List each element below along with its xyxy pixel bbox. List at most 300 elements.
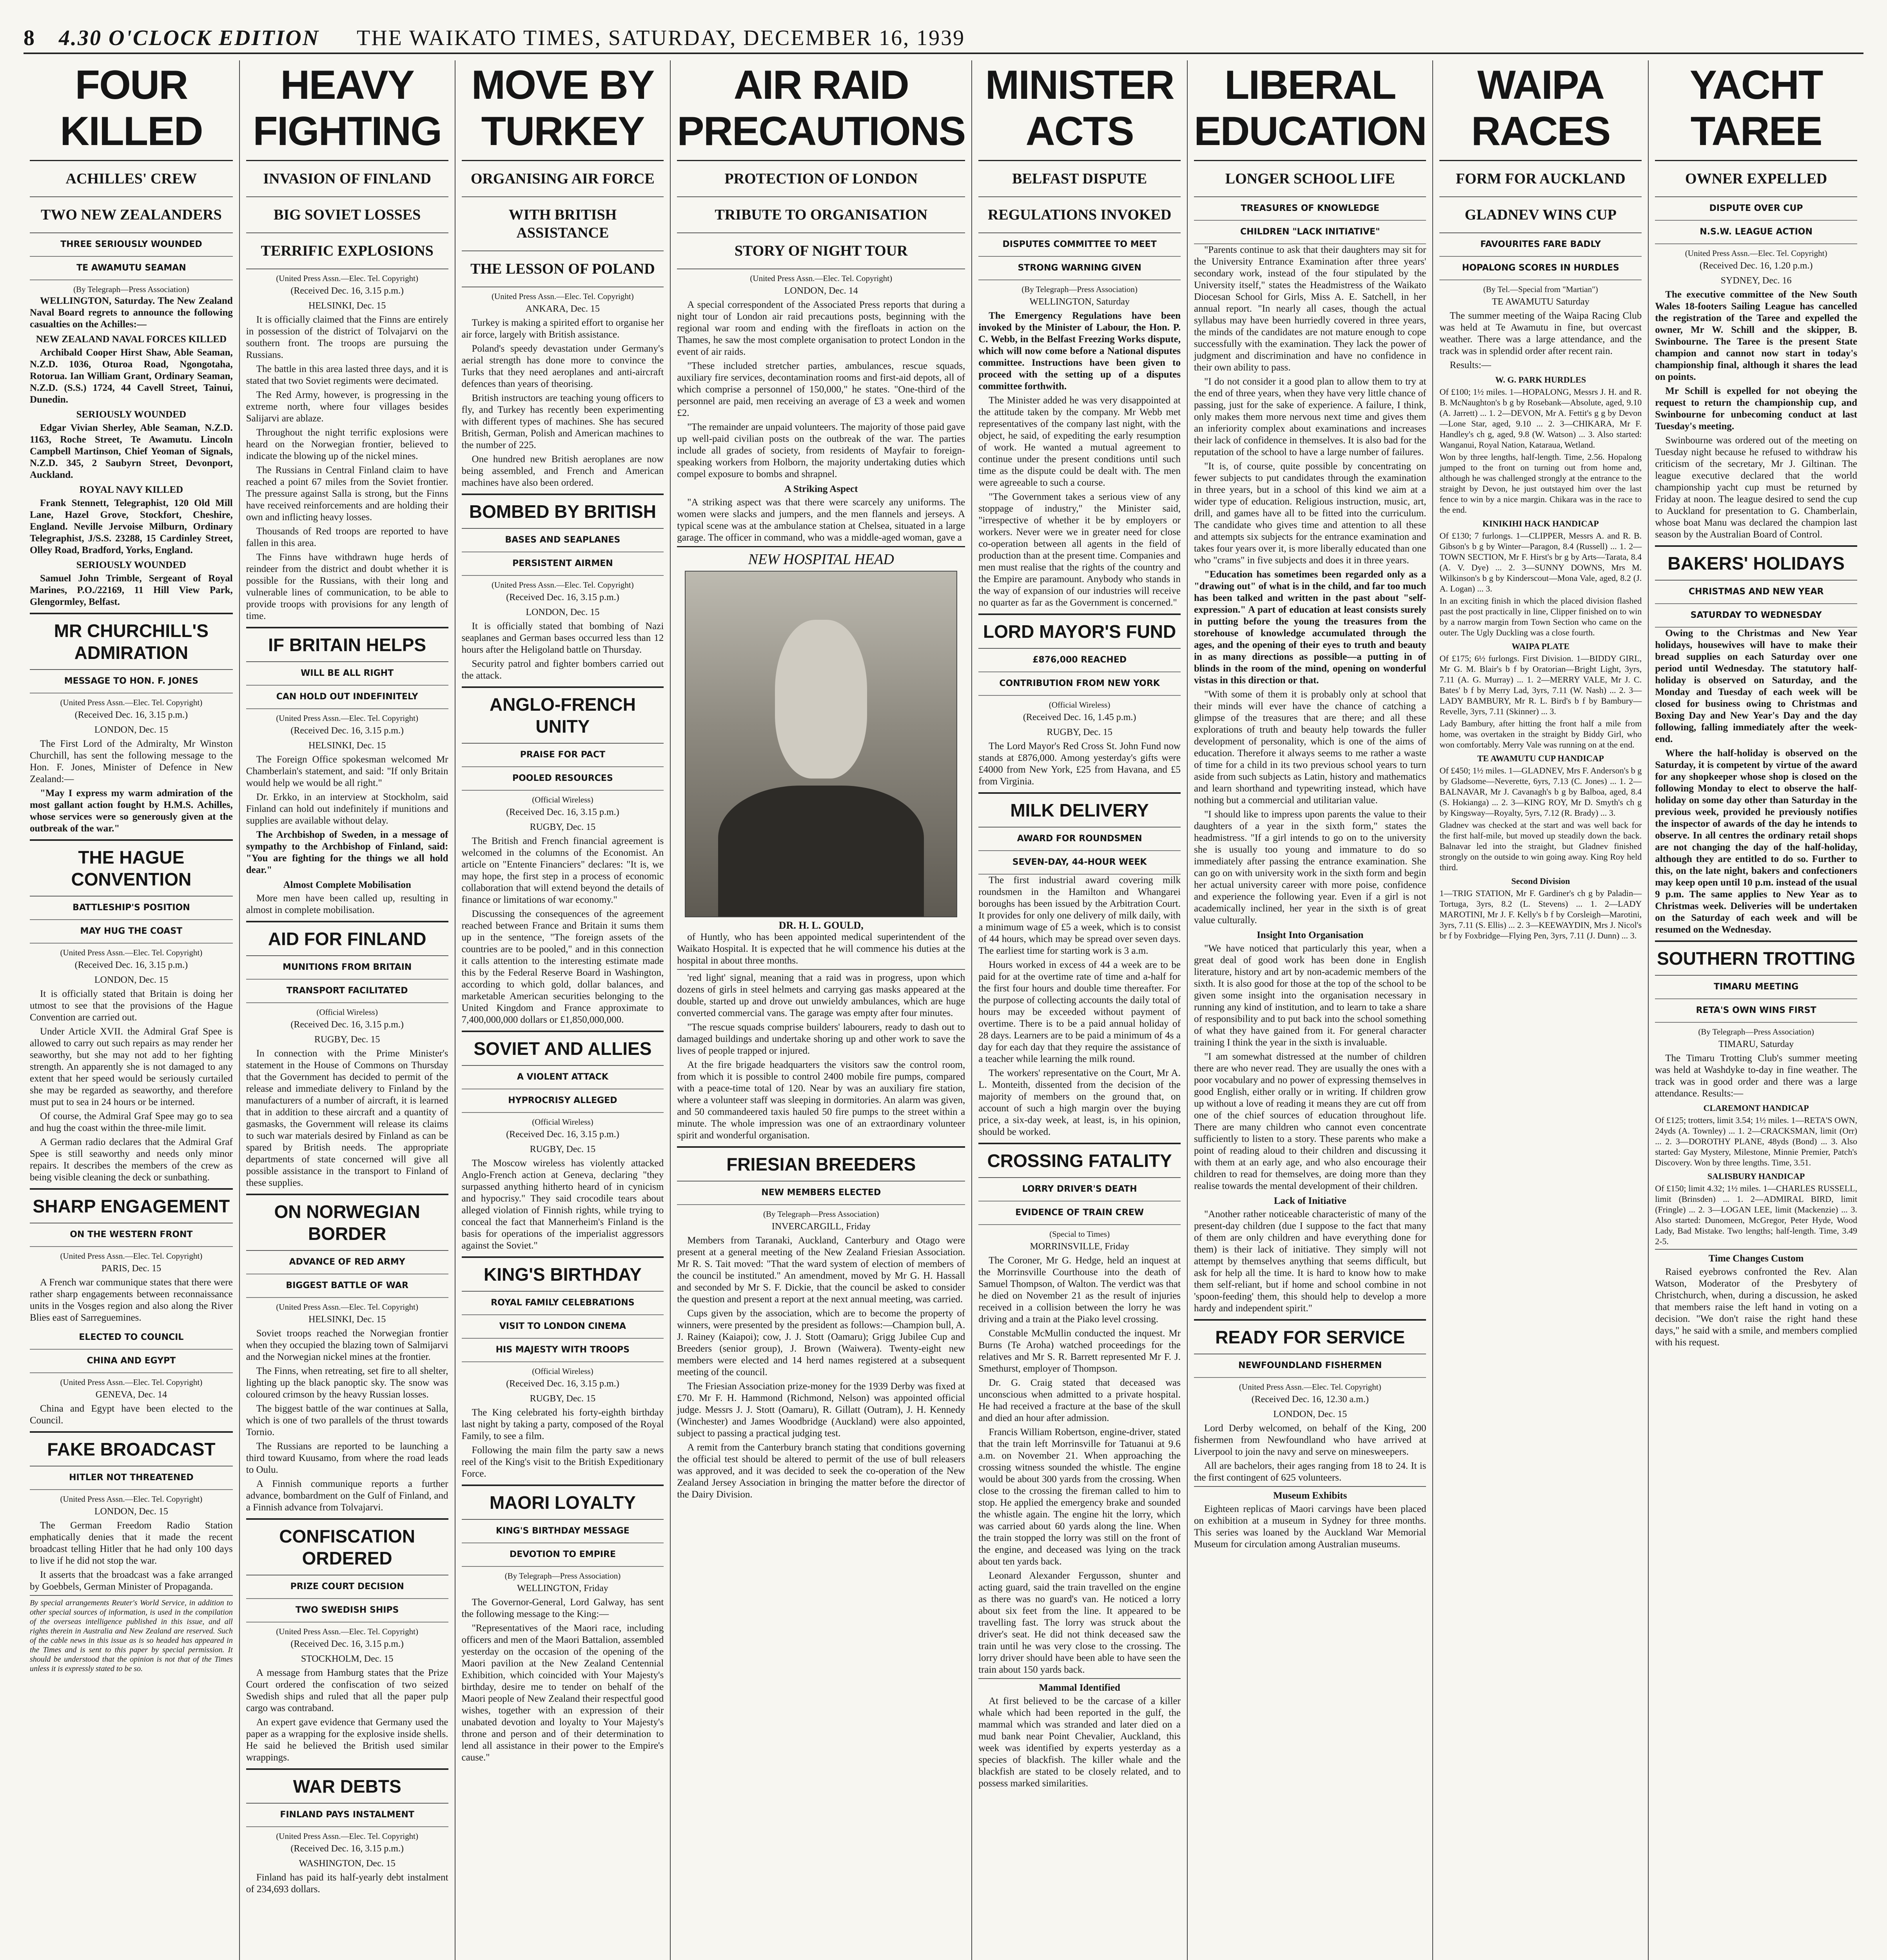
paragraph: Edgar Vivian Sherley, Able Seaman, N.Z.D. 1163, Roche Street, Te Awamutu. Lincoln Campbell Martinson, Chief Yeoman of Signals, N.Z.D. 345, 2 Saubyrn Street, Devonport, Auckland.: [30, 423, 233, 480]
received-line: (Received Dec. 16, 3.15 p.m.): [506, 1379, 619, 1389]
paragraph: Francis William Robertson, engine-driver, stated that the train left Morrinsville for Tatuanui at 9.6 a.m. on November 21. When approaching the crossing witness sounded the whistle. The engine would be about 300 yards from the crossing. When close to the crossing the fireman called to him to stop. He applied the emergency brake and sounded the whistle again. The engine hit the lorry, which was carried about 60 yards along the line. When the train stopped the lorry was still on the front of the engine, and deceased was lying on the track about ten yards back.: [978, 1427, 1181, 1567]
received-line: (Received Dec. 16, 1.20 p.m.): [1699, 261, 1813, 271]
paragraph: Dr. G. Craig stated that deceased was unconscious when admitted to a private hospital. He had received a fracture at the base of the skull and died an hour after admission.: [978, 1377, 1181, 1423]
subheading: TWO SWEDISH SHIPS: [246, 1599, 448, 1622]
section-heading: ANGLO-FRENCH UNITY: [462, 686, 664, 744]
section-heading: BAKERS' HOLIDAYS: [1655, 545, 1857, 581]
paragraph: A remit from the Canterbury branch stating that conditions governing the official test should be altered to permit of the use of bull releasers was approved, and it was decided to seek the co-operation of the New Zealand Jersey Association in bringing the matter before the director of the Dairy Division.: [677, 1442, 965, 1500]
credit-line: (By Tel.—Special from "Martian"): [1483, 285, 1598, 294]
subheading: MUNITIONS FROM BRITAIN: [246, 956, 448, 980]
dateline: RUGBY, Dec. 15: [314, 1034, 380, 1045]
photo-caption: NEW HOSPITAL HEAD: [677, 546, 965, 568]
dateline: MORRINSVILLE, Friday: [1030, 1241, 1129, 1252]
subheading: BATTLESHIP'S POSITION: [30, 897, 233, 920]
credit-line: (United Press Assn.—Elec. Tel. Copyright): [276, 1831, 418, 1841]
subheading: HOPALONG SCORES IN HURDLES: [1439, 257, 1642, 280]
subheading: AWARD FOR ROUNDSMEN: [978, 828, 1181, 851]
credit-line: (By Telegraph—Press Association): [763, 1209, 879, 1219]
paragraph: Archibald Cooper Hirst Shaw, Able Seaman, N.Z.D. 1036, Oturoa Road, Ngongotaha, Rotorua. Ian William Grant, Ordinary Seaman, N.Z.D. (S.S.) 1724, 44 Cavell Street, Tainui, Dunedin.: [30, 347, 233, 405]
race-heading: WAIPA PLATE: [1511, 641, 1570, 651]
section-heading: MAORI LOYALTY: [462, 1485, 664, 1520]
paragraph: At the fire brigade headquarters the visitors saw the control room, from which it is possible to control 2400 mobile fire pumps, compared with a peace-time total of 120. Near by was an auxiliary fire station, where a volunteer staff was sleeping in dormitories. An alarm was given, and 50 commandeered taxis hauled 50 fire pumps to the street within a minute. The whole impression was one of an extraordinary volunteer spirit and wonderful organisation.: [677, 1060, 965, 1141]
paragraph: A special correspondent of the Associated Press reports that during a night tour of London air raid precautions posts, beginning with the regional war room and ending with the firefloats in action on the Thames, he saw the most complete organisation to protect London in the event of air raids.: [677, 299, 965, 357]
subheading: DEVOTION TO EMPIRE: [462, 1543, 664, 1567]
paragraph: One hundred new British aeroplanes are now being assembled, and French and American machines have also been ordered.: [461, 454, 664, 488]
paragraph: Samuel John Trimble, Sergeant of Royal Marines, P.O./22169, 11 Hill View Park, Glengormley, Belfast.: [30, 573, 233, 607]
subheading: N.S.W. LEAGUE ACTION: [1655, 221, 1857, 244]
subheading: HIS MAJESTY WITH TROOPS: [462, 1339, 664, 1362]
paragraph: Dr. Erkko, in an interview at Stockholm, said Finland can hold out indefinitely if munitions and supplies are available without delay.: [246, 792, 448, 826]
inline-heading: Museum Exhibits: [1273, 1490, 1347, 1501]
inline-heading: Insight Into Organisation: [1257, 930, 1364, 940]
paragraph: WELLINGTON, Saturday. The New Zealand Naval Board regrets to announce the following casualties on the Achilles:—: [30, 296, 233, 330]
dateline: STOCKHOLM, Dec. 15: [301, 1654, 394, 1664]
section-heading: THE HAGUE CONVENTION: [30, 839, 233, 897]
article-body: [978, 310, 1181, 609]
subheading: TE AWAMUTU SEAMAN: [30, 257, 233, 280]
paragraph: "A striking aspect was that there were scarcely any uniforms. The women were slacks and jumpers, and the men flannels and jerseys. A typical scene was at the ambulance station at Chelsea, situated in a large garage. The officer in command, who was a middle-aged woman, gave a: [677, 497, 965, 543]
paragraph: "The Government takes a serious view of any stoppage of industry," the Minister said, "irrespective of whether it be by employers or workers. Never were we in greater need for close co-operation between all agents in the field of production than at the present time. Companies and men must realise that the rights of the country and the Empire are paramount. Anybody who stands in the way of expansion of our industries will receive no quarter as far as the Government is concerned.": [978, 492, 1181, 608]
paragraph: The Friesian Association prize-money for the 1939 Derby was fixed at £70. Mr F. H. Hammond (Richmond, Nelson) was appointed official judge. Messrs J. J. Stott (Oamaru), R. Gillatt (Outram), J. H. Kennedy (Winchester) and James Woodbridge (Auckland) were also appointed, subject to passing a practical judging test.: [677, 1381, 965, 1439]
article-body: [462, 1407, 664, 1480]
dateline: HELSINKI, Dec. 15: [308, 1314, 386, 1325]
page-number: 8: [24, 26, 36, 50]
portrait-photo: [685, 571, 957, 917]
section-heading: AID FOR FINLAND: [246, 921, 448, 956]
subheading: CHILDREN "LACK INITIATIVE": [1194, 221, 1426, 244]
subheading: DISPUTES COMMITTEE TO MEET: [978, 233, 1181, 257]
dateline: LONDON, Dec. 15: [94, 1506, 168, 1517]
paragraph: The Timaru Trotting Club's summer meeting was held at Washdyke to-day in fine weather. The track was in good order and there was a large attendance. Results:—: [1655, 1053, 1857, 1099]
dateline: WELLINGTON, Friday: [517, 1583, 608, 1593]
deck: BELFAST DISPUTE: [978, 161, 1181, 197]
subheading: ON THE WESTERN FRONT: [30, 1223, 233, 1247]
section-heading: MR CHURCHILL'S ADMIRATION: [30, 613, 233, 670]
paragraph: The Archbishop of Sweden, in a message of sympathy to the Archbishop of Finland, said: "You are fighting for the things we all hold dear.": [246, 829, 448, 875]
paragraph: Eighteen replicas of Maori carvings have been placed on exhibition at a museum in Sydney for three months. This series was loaned by the Auckland War Memorial Museum for circulation among Australian museums.: [1194, 1504, 1426, 1550]
column-1: [24, 60, 239, 1960]
article-body: [978, 875, 1181, 1138]
dateline: INVERCARGILL, Friday: [771, 1221, 871, 1232]
paragraph: The German Freedom Radio Station emphatically denies that it made the recent broadcast telling Hitler that he had only 100 days to live if he did not stop the war.: [30, 1520, 233, 1566]
subheading: MAY HUG THE COAST: [30, 920, 233, 944]
paragraph: A German radio declares that the Admiral Graf Spee is still seaworthy and needs only minor repairs. It describes the members of the crew as being visible cleaning the deck or sunbathing.: [30, 1137, 233, 1183]
paragraph: The Emergency Regulations have been invoked by the Minister of Labour, the Hon. P. C. Webb, in the Belfast Freezing Works dispute, which will now come before a National disputes committee. Instructions have been given to proceed with the setting up of a disputes committee forthwith.: [978, 310, 1181, 392]
deck: BIG SOVIET LOSSES: [246, 197, 448, 233]
paragraph: It is officially stated that Britain is doing her utmost to see that the provisions of the Hague Convention are carried out.: [30, 989, 233, 1023]
article-body: [1655, 1266, 1857, 1348]
headline-four-killed: FOUR KILLED: [30, 60, 233, 161]
paragraph: Members from Taranaki, Auckland, Canterbury and Otago were present at a general meeting of the New Zealand Friesian Association. Mr R. S. Tait moved: "That the ward system of election of members of the council be instituted." An amendment, moved by Mr G. H. Hassall and seconded by Mr S. F. Dickie, that the council be asked to consider the question and present a report at the next annual meeting, was carried.: [677, 1235, 965, 1305]
paragraph: All are bachelors, their ages ranging from 18 to 24. It is the first contingent of 625 volunteers.: [1194, 1461, 1426, 1483]
paragraph: The Foreign Office spokesman welcomed Mr Chamberlain's statement, and said: "If only Britain would help we would be all right.": [246, 754, 448, 788]
headline-heavy-fighting: HEAVY FIGHTING: [246, 60, 448, 161]
article-body: [677, 299, 965, 544]
inline-heading: Almost Complete Mobilisation: [283, 880, 411, 890]
race-heading: SALISBURY HANDICAP: [1707, 1171, 1805, 1181]
race-notes: Gladnev was checked at the start and was well back for the first half-mile, but moved up steadily down the back. Balnavar led into the straight, but Gladnev finished strongly on the outside to win going away. King Roy held third.: [1439, 820, 1642, 872]
paragraph: The summer meeting of the Waipa Racing Club was held at Te Awamutu in fine, but overcast weather. There was a large attendance, and the track was in splendid order after recent rain.: [1439, 310, 1642, 356]
credit-line: (Special to Times): [1049, 1229, 1110, 1239]
paragraph: Thousands of Red troops are reported to have fallen in this area.: [246, 526, 448, 548]
subheading: NEW MEMBERS ELECTED: [677, 1181, 965, 1205]
dateline: WELLINGTON, Saturday: [1029, 297, 1130, 307]
section-heading: SOUTHERN TROTTING: [1655, 940, 1857, 976]
paragraph: "It is, of course, quite possible by concentrating on fewer subjects to put candidates through the examination in three years, but in a school of this kind we aim at a wider type of education. Religious instruction, music, art, drill, and games have all to be fitted into the curriculum. The candidate who gives time and attention to all these and attempts six subjects for the entrance examination and takes four years over it, is more liberally educated than one who "crams" in five subjects and does it in three years.: [1194, 461, 1426, 566]
dateline: RUGBY, Dec. 15: [530, 1144, 596, 1154]
section-heading: LORD MAYOR'S FUND: [978, 613, 1181, 649]
paragraph: Constable McMullin conducted the inquest. Mr Burns (Te Aroha) watched proceedings for the relatives and Mr S. R. Barrett represented Mr F. J. Smethurst, employer of Thompson.: [978, 1328, 1181, 1374]
subheading: DISPUTE OVER CUP: [1655, 197, 1857, 221]
paragraph: The King celebrated his forty-eighth birthday last night by taking a party, composed of the Royal Family, to see a film.: [461, 1407, 664, 1441]
paragraph: Turkey is making a spirited effort to organise her air force, largely with British assistance.: [461, 318, 664, 340]
divider: [1194, 1486, 1426, 1487]
paragraph: In connection with the Prime Minister's statement in the House of Commons on Thursday that the Government has decided to permit of the release and immediate delivery to Finland by the manufacturers of a number of aircraft, it is learned that in addition to these aircraft and a quantity of gasmasks, the Government will release its claims to such war materials desired by Finland as can be spared by British needs. The appropriate departments of state concerned will give all possible assistance in the transport to Finland of these supplies.: [246, 1048, 448, 1188]
deck: TRIBUTE TO ORGANISATION: [677, 197, 965, 233]
paragraph: "The remainder are unpaid volunteers. The majority of those paid gave up well-paid civilian posts on the outbreak of the war. The parties include all grades of society, from residents of Mayfair to foreign-speaking workers from Holborn, the majority undertaking duties which compel exposure to bombs and shrapnel.: [677, 422, 965, 479]
list-heading: NEW ZEALAND NAVAL FORCES KILLED: [36, 334, 227, 345]
paragraph: "We have noticed that particularly this year, when a great deal of good work has been done in English literature, history and art by non-academic members of the sixth. It is also good for those at the top of the school to be given some insight into the organisation necessary in running any kind of institution, and to learn to take a share of responsibility and to put back into the school something of what they have gained from it. For general character training I think the year in the sixth is invaluable.: [1194, 943, 1426, 1048]
deck: THE LESSON OF POLAND: [462, 251, 664, 287]
subheading: KING'S BIRTHDAY MESSAGE: [462, 1520, 664, 1543]
copyright-notice: By special arrangements Reuter's World Service, in addition to other special sources of information, is used in the compilation of the overseas intelligence published in this issue, and all rights therein in Australia and New Zealand are reserved. Such of the cable news in this issue as is so headed has appeared in the Times and is sent to this paper by special permission. It should be understood that the opinion is not that of the Times unless it is expressly stated to be so.: [30, 1599, 233, 1673]
subheading: TREASURES OF KNOWLEDGE: [1194, 197, 1426, 221]
subheading: BIGGEST BATTLE OF WAR: [246, 1274, 448, 1298]
article-body: [462, 621, 664, 682]
headline-move-by-turkey: MOVE BY TURKEY: [462, 60, 664, 161]
dateline: LONDON, Dec. 15: [526, 607, 600, 617]
subheading: CONTRIBUTION FROM NEW YORK: [978, 672, 1181, 696]
credit-line: (By Telegraph—Press Association): [1022, 285, 1138, 294]
list-heading: SERIOUSLY WOUNDED: [76, 560, 187, 570]
divider: [1655, 1249, 1857, 1250]
paragraph: More men have been called up, resulting in almost in complete mobilisation.: [246, 893, 448, 915]
subheading: MESSAGE TO HON. F. JONES: [30, 670, 233, 693]
article-body: [462, 835, 664, 1026]
article-body: [246, 1048, 448, 1189]
paragraph: Lord Derby welcomed, on behalf of the King, 200 fishermen from Newfoundland who have arrived at Liverpool to join the navy and serve on minesweepers.: [1194, 1423, 1426, 1457]
subheading: NEWFOUNDLAND FISHERMEN: [1194, 1354, 1426, 1378]
edition-label: 4.30 O'CLOCK EDITION: [59, 26, 320, 50]
deck: ORGANISING AIR FORCE: [462, 161, 664, 197]
deck: PROTECTION OF LONDON: [677, 161, 965, 197]
subheading: TIMARU MEETING: [1655, 976, 1857, 999]
paragraph: Under Article XVII. the Admiral Graf Spee is allowed to carry out such repairs as may render her seaworthy, but she may not add to her fighting strength. An apparently she is not damaged to any extent that her speed would be seriously curtailed she may be regarded as seaworthy, and therefore must put to sea in 24 hours or be interned.: [30, 1026, 233, 1107]
deck: ACHILLES' CREW: [30, 161, 233, 197]
article-body: [462, 1158, 664, 1252]
paragraph: Swinbourne was ordered out of the meeting on Tuesday night because he refused to withdraw his criticism of the secretary, Mr J. Giltinan. The league executive declared that the world championship yacht cup must be returned by Friday at noon. The league desired to send the cup to Auckland for presentation to G. Chamberlain, whose boat Manu was declared the champion last season by the Australian Board of Control.: [1655, 435, 1857, 540]
subheading: PRAISE FOR PACT: [462, 744, 664, 767]
subheading: FINLAND PAYS INSTALMENT: [246, 1804, 448, 1827]
section-heading: MILK DELIVERY: [978, 792, 1181, 828]
paragraph: Of course, the Admiral Graf Spee may go to sea and hug the coast within the three-mile limit.: [30, 1111, 233, 1133]
inline-heading: Lack of Initiative: [1274, 1196, 1346, 1206]
article-body: [462, 317, 664, 489]
article-body: [30, 738, 233, 835]
article-body: [462, 1597, 664, 1764]
column-8: [1648, 60, 1863, 1960]
paragraph: An expert gave evidence that Germany used the paper as a wrapping for the explosive inside shells. He said he believed the British used similar wrappings.: [246, 1717, 448, 1763]
paragraph: The Moscow wireless has violently attacked Anglo-French action at Geneva, declaring "they surpassed anything hitherto heard of in cynicism and hypocrisy." They said crocodile tears about alleged violation of Finnish rights, while trying to conceal the fact that Mannerheim's Finland is the basis for operations of the imperialist aggressors against the Soviet.": [461, 1158, 664, 1251]
dateline: LONDON, Dec. 14: [784, 286, 858, 296]
article-body: [978, 1255, 1181, 1789]
dateline: PARIS, Dec. 15: [101, 1263, 161, 1274]
race-result: Of £125; trotters, limit 3.54; 1½ miles. 1—RETA'S OWN, 24yds (A. Townley) ... 1. 2—CRACKSMAN, limit (Orr) ... 2. 3—DOROTHY PLANE, 48yds (Bond) ... 3. Also started: Gay Mystery, Milestone, Minnie Premier, Patch's Discovery. Won by three lengths. Time, 3.51.: [1655, 1115, 1857, 1167]
paragraph: China and Egypt have been elected to the Council.: [30, 1403, 233, 1426]
subheading: STRONG WARNING GIVEN: [978, 257, 1181, 280]
subheading: ROYAL FAMILY CELEBRATIONS: [462, 1292, 664, 1315]
received-line: (Received Dec. 16, 3.15 p.m.): [74, 960, 188, 970]
article-body: [30, 1277, 233, 1324]
column-2: [239, 60, 455, 1960]
credit-line: (United Press Assn.—Elec. Tel. Copyright): [60, 698, 203, 707]
credit-line: (By Telegraph—Press Association): [73, 285, 189, 294]
subheading: WILL BE ALL RIGHT: [246, 662, 448, 686]
headline-yacht-taree: YACHT TAREE: [1655, 60, 1857, 161]
dateline: RUGBY, Dec. 15: [1047, 727, 1112, 737]
paragraph: The British and French financial agreement is welcomed in the columns of the Economist. An article on "Entente Financiers" declares: "It is, we may hope, the first step in a process of economic collaboration that will extend beyond the details of finance or limitations of war economy.": [461, 836, 664, 905]
deck: TERRIFIC EXPLOSIONS: [246, 233, 448, 269]
credit-line: (United Press Assn.—Elec. Tel. Copyright): [276, 274, 418, 283]
paragraph: British instructors are teaching young officers to fly, and Turkey has recently been experimenting with different types of machines. She has secured British, German, Polish and American machines to the number of 225.: [461, 393, 664, 450]
subheading: BASES AND SEAPLANES: [462, 529, 664, 552]
credit-line: (By Telegraph—Press Association): [504, 1571, 621, 1581]
received-line: (Received Dec. 16, 3.15 p.m.): [506, 1129, 619, 1140]
race-result: 1—TRIG STATION, Mr F. Gardiner's ch g by Paladin—Tortuga, 3yrs, 8.2 (L. Stevens) ... 1. 2—LADY MAROTINI, Mr J. F. Kelly's b f by Corsleigh—Marotini, 3yrs, 7.11 (S. Ellis) ... 2. 3—KEEWAYDIN, Mrs J. Nicol's br f by Foxbridge—Flying Pen, 3yrs, 7.11 (J. Dunn) ... 3.: [1439, 888, 1642, 940]
paragraph: The Red Army, however, is progressing in the extreme north, where four villages besides Salijarvi are ablaze.: [246, 390, 448, 424]
paragraph: It is officially claimed that the Finns are entirely in possession of the district of Tolvajarvi on the southern front. The troops are pursuing the Russians.: [246, 314, 448, 360]
section-heading: FRIESIAN BREEDERS: [677, 1146, 965, 1181]
article-body: [30, 988, 233, 1183]
subheading: FAVOURITES FARE BADLY: [1439, 233, 1642, 257]
subheading: CHRISTMAS AND NEW YEAR: [1655, 581, 1857, 604]
section-heading: SHARP ENGAGEMENT: [30, 1188, 233, 1223]
dateline: TIMARU, Saturday: [1718, 1039, 1794, 1049]
section-heading: SOVIET AND ALLIES: [462, 1031, 664, 1066]
subheading: CAN HOLD OUT INDEFINITELY: [246, 686, 448, 709]
paragraph: "These included stretcher parties, ambulances, rescue squads, auxiliary fire services, decontamination rooms and first-aid depots, all of which comprise a personnel of 150,000," he states. "One-third of the personnel are paid, men receiving an average of £3 a week and women £2.: [677, 361, 965, 418]
race-result: Of £450; 1½ miles. 1—GLADNEV, Mrs F. Anderson's b g by Gladsome—Neverette, 6yrs, 7.13 (C. Jones) ... 1. 2—BALNAVAR, Mr J. Cavanagh's b g by Balboa, aged, 8.4 (S. Hokianga) ... 2. 3—KING ROY, Mr D. Smyth's ch g by Kingsway—Royalty, 5yrs, 7.12 (R. Brady) ... 3.: [1439, 766, 1642, 818]
article-body: [978, 740, 1181, 788]
dateline: GENEVA, Dec. 14: [95, 1390, 167, 1400]
paragraph: The Russians in Central Finland claim to have reached a point 67 miles from the Soviet frontier. The pressure against Salla is strong, but the Finns have received reinforcements and are holding their own and inflicting heavy losses.: [246, 465, 448, 523]
credit-line: (United Press Assn.—Elec. Tel. Copyright): [492, 292, 634, 301]
section-heading: CONFISCATION ORDERED: [246, 1518, 448, 1575]
deck: LONGER SCHOOL LIFE: [1194, 161, 1426, 197]
dateline: ANKARA, Dec. 15: [525, 304, 600, 314]
dateline: HELSINKI, Dec. 15: [308, 740, 386, 751]
credit-line: (United Press Assn.—Elec. Tel. Copyright): [750, 274, 893, 283]
paragraph: Throughout the night terrific explosions were heard on the Norwegian frontier, believed to indicate the blowing up of the nickel mines.: [246, 427, 448, 461]
race-notes: Lady Bambury, after hitting the front half a mile from home, was overtaken in the straight by Biddy Girl, who won comfortably. Merry Vale was running on at the end.: [1439, 719, 1642, 750]
subheading: SATURDAY TO WEDNESDAY: [1655, 604, 1857, 628]
subheading: TRANSPORT FACILITATED: [246, 980, 448, 1003]
deck: REGULATIONS INVOKED: [978, 197, 1181, 233]
deck: TWO NEW ZEALANDERS: [30, 197, 233, 233]
credit-line: (By Telegraph—Press Association): [1698, 1027, 1814, 1036]
section-heading: IF BRITAIN HELPS: [246, 627, 448, 662]
inline-heading: Time Changes Custom: [1708, 1253, 1804, 1264]
paragraph: "I do not consider it a good plan to allow them to try at the end of three years, when they have very little chance of passing, just for the sake of experience. A failure, I think, only makes them more nervous next time and gives them an inferiority complex about examinations and increases their lack of confidence in themselves. It is also bad for the reputation of the school to have a large number of failures.: [1194, 376, 1426, 457]
paragraph: Poland's speedy devastation under Germany's aerial strength has done more to convince the Turks that they need aeroplanes and anti-aircraft defences than years of theorising.: [461, 343, 664, 389]
credit-line: (United Press Assn.—Elec. Tel. Copyright): [60, 1377, 203, 1387]
article-body: [1194, 1423, 1426, 1550]
paragraph: Raised eyebrows confronted the Rev. Alan Watson, Moderator of the Presbytery of Christchurch, when, during a discussion, he asked that members raise the left hand in voting on a decision. "We don't raise the right hand these days," he said with a smile, and members complied with his request.: [1655, 1267, 1857, 1348]
subheading: PERSISTENT AIRMEN: [462, 552, 664, 576]
paragraph: Owing to the Christmas and New Year holidays, housewives will have to make their bread supplies on each Saturday over one period until Wednesday. The statutory half-holiday is observed on Saturday, and the Monday and Tuesday of each week will be closed for business owing to Christmas and Boxing Day and New Year's Day and the day following, falling immediately after the week-end.: [1655, 628, 1857, 744]
paragraph: Following the main film the party saw a news reel of the King's visit to the British Expeditionary Force.: [461, 1445, 664, 1479]
paragraph: "I should like to impress upon parents the value to their daughters of a year in the sixth form," states the headmistress. "If a girl intends to go on to the university she is usually too young and immature to do so immediately after passing the entrance examination. She can go on with university work in the sixth form and begin her actual university career with more poise, confidence and experience the following year. Even if a girl is not academically inclined, her year in the sixth is of great value culturally.: [1194, 809, 1426, 926]
article-body: [246, 1872, 448, 1895]
received-line: (Received Dec. 16, 3.15 p.m.): [290, 1639, 404, 1649]
subheading: HYPROCRISY ALLEGED: [462, 1089, 664, 1113]
credit-line: (United Press Assn.—Elec. Tel. Copyright): [276, 1302, 418, 1312]
article-body: [1194, 244, 1426, 1314]
paragraph: The First Lord of the Admiralty, Mr Winston Churchill, has sent the following message to the Hon. F. Jones, Minister of Defence in New Zealand:—: [30, 739, 233, 784]
dateline: SYDNEY, Dec. 16: [1720, 276, 1792, 286]
subheading: ADVANCE OF RED ARMY: [246, 1251, 448, 1274]
credit-line: (United Press Assn.—Elec. Tel. Copyright): [60, 1494, 203, 1504]
paragraph: "I am somewhat distressed at the number of children there are who never read. They are usually the ones with a poor vocabulary and no power of expressing themselves in good English, either orally or in writing. If children grow up without a love of reading it means they are cut off from one of the chief sources of education throughout life. There are many children who cannot even concentrate sufficiently to listen to a story. These parents who make a point of reading aloud to their children and discussing it with them at an early age, and who also encourage their children to read for themselves, are doing more than they realise towards the mental development of their children.: [1194, 1051, 1426, 1191]
credit-line: (United Press Assn.—Elec. Tel. Copyright): [276, 1627, 418, 1636]
divider: [30, 1595, 233, 1596]
credit-line: (United Press Assn.—Elec. Tel. Copyright): [1239, 1382, 1381, 1392]
race-results: [1439, 374, 1642, 941]
article-body: [30, 1520, 233, 1593]
column-5: [971, 60, 1187, 1960]
article-body: [30, 1403, 233, 1426]
subheading: EVIDENCE OF TRAIN CREW: [978, 1201, 1181, 1225]
portrait-head-shape: [775, 620, 867, 779]
article-body: [30, 295, 233, 608]
race-heading: W. G. PARK HURDLES: [1495, 375, 1586, 385]
section-heading: BOMBED BY BRITISH: [462, 494, 664, 529]
dateline: RUGBY, Dec. 15: [530, 1394, 596, 1404]
subheading: PRIZE COURT DECISION: [246, 1575, 448, 1599]
credit-line: (United Press Assn.—Elec. Tel. Copyright): [1685, 249, 1827, 258]
subheading: £876,000 REACHED: [978, 649, 1181, 672]
dateline: WASHINGTON, Dec. 15: [299, 1858, 396, 1869]
received-line: (Received Dec. 16, 3.15 p.m.): [290, 1020, 404, 1030]
paragraph: At first believed to be the carcase of a killer whale which had been reported in the gulf, the mammal which was stranded and later died on a mud bank near Point Chevalier, Auckland, this week was identified by experts yesterday as a species of blackfish. The killer whale and the blackfish are stated to be closely related, and to possess marked similarities.: [978, 1696, 1181, 1789]
dateline: TE AWAMUTU Saturday: [1491, 297, 1589, 307]
paragraph: "Education has sometimes been regarded only as a "drawing out" of what is in the child, and far too much has been talked and written in the past about "self-expression." A part of education at least consists surely in putting before the young the treasures from the storehouse of knowledge accumulated through the ages, and the opening of their eyes to truth and beauty in as many directions as possible—a putting in of blinds in the room of the mind, opening on wonderful vistas in this direction or that.: [1194, 569, 1426, 686]
received-line: (Received Dec. 16, 3.15 p.m.): [290, 1844, 404, 1854]
paragraph: The Russians are reported to be launching a third toward Kuusamo, from where the road leads to Oulu.: [246, 1441, 448, 1475]
paragraph: Frank Stennett, Telegraphist, 120 Old Mill Lane, Hazel Grove, Stockfort, Cheshire, England. Neville Jervoise Milburn, Ordinary Telegraphist, J/S.S. 23288, 15 Cardinley Street, Olley Road, Bradford, Yorks, England.: [30, 498, 233, 555]
paragraph: The biggest battle of the war continues at Salla, which is one of two parallels of the thrust towards Tornio.: [246, 1403, 448, 1437]
headline-liberal-education: LIBERAL EDUCATION: [1194, 60, 1426, 161]
deck: INVASION OF FINLAND: [246, 161, 448, 197]
paragraph: It asserts that the broadcast was a fake arranged by Goebbels, German Minister of Propaganda.: [30, 1570, 233, 1592]
paragraph: The Lord Mayor's Red Cross St. John Fund now stands at £876,000. Among yesterday's gifts were £4000 from New York, £25 from Havana, and £5 from Virginia.: [978, 741, 1181, 787]
paragraph: Leonard Alexander Fergusson, shunter and acting guard, said the train travelled on the engine as there was no guard's van. He noticed a lorry about six feet from the line. It appeared to be travelling fast. The lorry was struck about the driver's seat. He did not think deceased saw the train until he was very close to the crossing. The lorry driver should have been able to have seen the train about 150 yards back.: [978, 1570, 1181, 1675]
deck: STORY OF NIGHT TOUR: [677, 233, 965, 269]
credit-line: (Official Wireless): [316, 1007, 378, 1017]
dateline: LONDON, Dec. 15: [1273, 1409, 1347, 1419]
race-result: Of £150; limit 4.32; 1½ miles. 1—CHARLES RUSSELL, limit (Brinsden) ... 1. 2—ADMIRAL BIRD, limit (Fringle) ... 2. 3—LOGAN LEE, limit (Mackenzie) ... 3. Also started: Dunomeen, McGregor, Peter Hyde, Wood Lady, Bad Mistake. Two lengths; half-length. Time, 3.49 2-5.: [1655, 1183, 1857, 1246]
paragraph: The workers' representative on the Court, Mr A. L. Monteith, dissented from the decision of the majority of members on the ground that, on account of such a high margin over the buying price, a six-day week, at least, is, in his opinion, should be worked.: [978, 1068, 1181, 1137]
paragraph: The first industrial award covering milk roundsmen in the Hamilton and Whangarei boroughs has been issued by the Arbitration Court. It provides for only one delivery of milk daily, with a minimum wage of £5 a week, which is to consist of 44 hours, which may be spread over seven days. The earliest time for starting work is 3 a.m.: [978, 875, 1181, 956]
race-notes: In an exciting finish in which the placed division flashed past the post practically in line, Clipper finished on to win by a narrow margin from Town Section who came on the outer. The Ugly Duckling was a close fourth.: [1439, 596, 1642, 637]
deck: OWNER EXPELLED: [1655, 161, 1857, 197]
article-body: [677, 931, 965, 1142]
subheading: POOLED RESOURCES: [462, 767, 664, 791]
paragraph: "Representatives of the Maori race, including officers and men of the Maori Battalion, assembled yesterday on the occasion of the opening of the Maori pavilion at the New Zealand Centennial Exhibition, which coincided with Your Majesty's birthday, desire me to tender on behalf of the Maori people of New Zealand their respectful good wishes, together with an expression of their unabated devotion and loyalty to Your Majesty's throne and person and of their determination to lend all assistance in their power to the Empire's cause.": [461, 1623, 664, 1763]
race-heading: KINIKIHI HACK HANDICAP: [1482, 519, 1599, 528]
paragraph: "With some of them it is probably only at school that their minds will ever have the chance of catching a glimpse of the treasures that are there; and all these explorations of truth and beauty help towards the fuller development of personality, which is one of the aims of education. Therefore it always seems to me rather a waste of time for a child in its two previous school years to turn aside from such subjects as Latin, history and mathematics and learn shorthand and typewriting instead, which have nothing but a commercial and utilitarian value.: [1194, 689, 1426, 806]
credit-line: (Official Wireless): [532, 1367, 593, 1376]
credit-line: (United Press Assn.—Elec. Tel. Copyright): [60, 948, 203, 957]
subheading: SEVEN-DAY, 44-HOUR WEEK: [978, 851, 1181, 875]
list-heading: SERIOUSLY WOUNDED: [76, 409, 187, 420]
subheading: THREE SERIOUSLY WOUNDED: [30, 233, 233, 257]
received-line: (Received Dec. 16, 3.15 p.m.): [290, 726, 404, 736]
received-line: (Received Dec. 16, 3.15 p.m.): [506, 807, 619, 817]
columns: [24, 60, 1863, 1960]
paragraph: 'red light' signal, meaning that a raid was in progress, upon which dozens of girls in steel helmets and carrying gas masks appeared at the double, started up and drove out unwieldy ambulances, which are huge converted commercial vans. The garage was empty after four minutes.: [677, 973, 965, 1018]
race-notes: Won by three lengths, half-length. Time, 2.56. Hopalong jumped to the front on turning out from home and, although he was challenged strongly at the entrance to the straight by Devon, he just outstayed him over the last fence to win by a nice margin. Chikara was in the race to the end.: [1439, 452, 1642, 515]
received-line: (Received Dec. 16, 12.30 a.m.): [1251, 1394, 1369, 1405]
subheading: A VIOLENT ATTACK: [462, 1066, 664, 1089]
race-results: [1655, 1103, 1857, 1247]
subheading: ELECTED TO COUNCIL: [30, 1326, 233, 1350]
column-7: [1432, 60, 1648, 1960]
article-body: [677, 1235, 965, 1501]
race-heading: Second Division: [1511, 876, 1570, 886]
column-4: [670, 60, 971, 1960]
received-line: (Received Dec. 16, 3.15 p.m.): [506, 592, 619, 603]
column-3: [455, 60, 670, 1960]
paragraph: A French war communique states that there were rather sharp engagements between reconnaissance units in the Vosges region and also along the River Blies east of Sarreguemines.: [30, 1277, 233, 1323]
credit-line: (Official Wireless): [532, 795, 593, 804]
article-body: [1655, 1053, 1857, 1100]
dateline: RUGBY, Dec. 15: [530, 822, 596, 832]
photo-subject-name: DR. H. L. GOULD,: [778, 920, 864, 931]
paragraph: A Finnish communique reports a further advance, bombardment on the Gulf of Finland, and a Finnish advance from Tolvajarvi.: [246, 1479, 448, 1513]
deck: WITH BRITISH ASSISTANCE: [462, 197, 664, 251]
newspaper-title: THE WAIKATO TIMES, SATURDAY, DECEMBER 16, 1939: [357, 26, 965, 50]
credit-line: (United Press Assn.—Elec. Tel. Copyright): [492, 580, 634, 590]
paragraph: Discussing the consequences of the agreement reached between France and Britain it sums them up in the sentence, "The foreign assets of the countries are to be pooled," and in this connection it calls attention to the interesting estimate made this by the Federal Reserve Board in Washington, according to which gold, dollar balances, and marketable American securities belonging to the United Kingdom and France approximate to 7,400,000,000 dollars or £1,850,000,000.: [461, 909, 664, 1025]
paragraph: Cups given by the association, which are to become the property of winners, were presented by the president as follows:—Champion bull, A. J. Rainey (Kaiapoi); cow, J. J. Stott (Oamaru); Grigg Jubilee Cup and Breeders (senior group), J. Brown (Waiwera). Twenty-eight new members were elected and 14 herd names registered at a subsequent meeting of the council.: [677, 1308, 965, 1377]
paragraph: "Another rather noticeable characteristic of many of the present-day children (due I suppose to the fact that many of them are only children and have everything done for them) is their lack of initiative. They simply will not attempt by themselves anything that seems difficult, but ask for help all the time. It is hard to know how to make them self-reliant, but if home and school combine in not 'spoon-feeding' them, this should help to develop a more hardy and independent spirit.": [1194, 1209, 1426, 1314]
subheading: VISIT TO LONDON CINEMA: [462, 1315, 664, 1339]
received-line: (Received Dec. 16, 1.45 p.m.): [1023, 712, 1136, 722]
paragraph: The battle in this area lasted three days, and it is stated that two Soviet regiments were decimated.: [246, 364, 448, 386]
article-body: [1439, 310, 1642, 371]
portrait-suit-shape: [718, 786, 924, 916]
credit-line: (Official Wireless): [1049, 700, 1110, 710]
article-body: [1655, 628, 1857, 936]
paragraph: The executive committee of the New South Wales 18-footers Sailing League has cancelled the registration of the Taree and expelled the owner, Mr W. Schill and the skipper, B. Swinbourne. The Taree is the present State champion and cannot now start in today's championship final, although it shares the lead on points.: [1655, 289, 1857, 382]
divider: [978, 1678, 1181, 1679]
deck: FORM FOR AUCKLAND: [1439, 161, 1642, 197]
list-heading: ROYAL NAVY KILLED: [79, 485, 183, 495]
paragraph: The Governor-General, Lord Galway, has sent the following message to the King:—: [461, 1597, 664, 1619]
race-result: Of £175; 6½ furlongs. First Division. 1—BIDDY GIRL, Mr G. M. Blair's b f by Oratorian—Bright Light, 3yrs, 7.11 (A. G. Murray) ... 1. 2—MERRY VALE, Mr J. C. Bates' b f by Merry Lad, 3yrs, 7.11 (W. Nash) ... 2. 3—LADY BAMBURY, Mr R. L. Bird's b f by Bambury—Revelle, 3yrs, 7.11 (Skinner) ... 3.: [1439, 653, 1642, 716]
paragraph: "The rescue squads comprise builders' labourers, ready to dash out to damaged buildings and undertake shoring up and other work to save the lives of people trapped or injured.: [677, 1022, 965, 1056]
subheading: LORRY DRIVER'S DEATH: [978, 1178, 1181, 1201]
paragraph: Hours worked in excess of 44 a week are to be paid for at the overtime rate of time and a-half for the first four hours and double time thereafter. For the purpose of collecting accounts the daily total of hours may be exceeded without payment of overtime. There is to be a paid annual holiday of 28 days. Learners are to be paid a minimum of 4s a day for each day that they require the assistance of a teacher while learning the milk round.: [978, 960, 1181, 1064]
received-line: (Received Dec. 16, 3.15 p.m.): [290, 286, 404, 296]
subheading: CHINA AND EGYPT: [30, 1350, 233, 1373]
paragraph: The Coroner, Mr G. Hedge, held an inquest at the Morrinsville Courthouse into the death of Samuel Thompson, of Walton. The verdict was that he died on November 21 as the result of injuries received in a collision between the lorry he was driving and a train at the Piako level crossing.: [978, 1255, 1181, 1325]
article-body: [246, 1328, 448, 1514]
article-body: [246, 1667, 448, 1764]
received-line: (Received Dec. 16, 3.15 p.m.): [74, 710, 188, 720]
paragraph: The Minister added he was very disappointed at the attitude taken by the company. Mr Webb met representatives of the company last night, with the object, he said, of expediting the early resumption of work. He wanted a mutual agreement to continue under the present conditions until such time as the dispute could be dealt with. The men were agreeable to such a course.: [978, 395, 1181, 488]
